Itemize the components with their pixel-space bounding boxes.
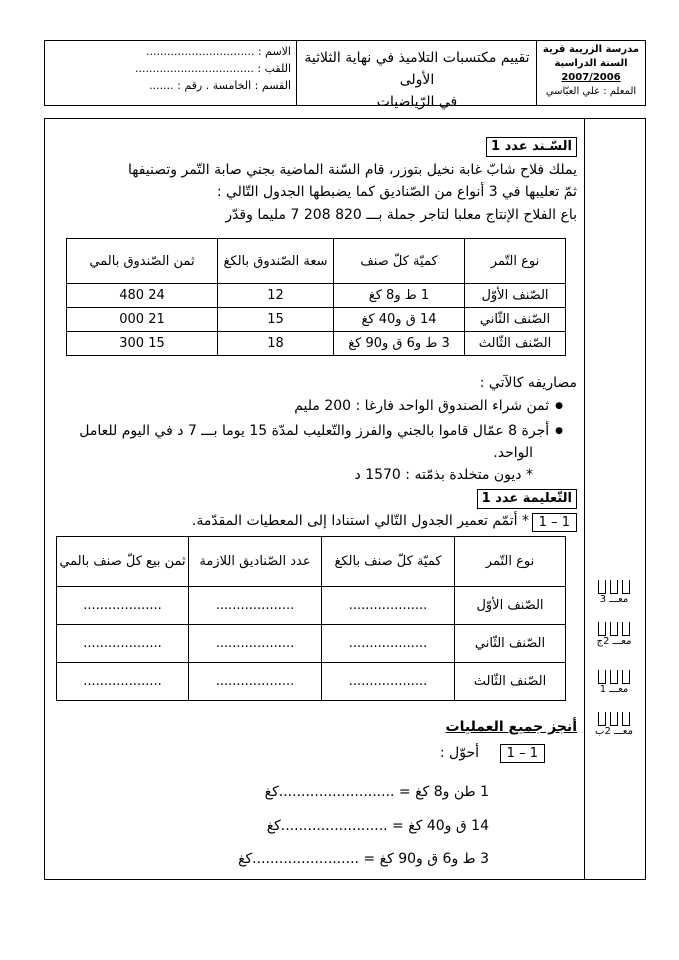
answer-blank[interactable]: ................... [322,625,455,663]
answer-blank[interactable]: ................... [57,663,189,701]
t1-cell: 3 ط و6 ق و90 كغ [334,332,465,356]
table-row [67,284,566,308]
answer-blank[interactable]: ................... [189,663,322,701]
table-row [57,587,566,625]
t1-cell: 1 ط و8 كغ [334,284,465,308]
criterion-label: معـــ 1 [599,684,629,695]
t1-header-type: نوع التّمر [465,239,566,284]
surname-field[interactable]: اللقب : .................................. [135,62,291,75]
answer-blank[interactable]: ................... [189,625,322,663]
criterion-mark-2 [592,622,636,647]
expenses-title: مصاريفه كالآتي : [479,375,577,391]
convert-line-2[interactable]: 14 ق و40 كغ = ........................كغ [266,818,489,834]
criterion-label: معـــ 2ج [596,636,632,647]
sanad-line2: ثمّ تعليبها في 3 أنواع من الصّناديق كما يضبطها الجدول التّالي : [216,184,577,200]
t1-cell: 18 [218,332,334,356]
title-line2: في الرّياضيات [376,94,458,110]
class-field[interactable]: القسم : الخامسة . رقم : ....... [149,79,291,92]
answer-blank[interactable]: ................... [57,625,189,663]
answer-blank[interactable]: ................... [322,663,455,701]
answer-blank[interactable]: ................... [57,587,189,625]
work-title: أنجز جميع العمليات [445,719,577,735]
header-student-info [45,41,297,105]
school-name: مدرسة الزريبة قرية [542,44,640,55]
criterion-mark-4 [592,712,636,737]
sanad-line3: باع الفلاح الإنتاج معلبا لتاجر جملة بـــ 820 208 7 مليما وقدّر [225,207,577,223]
table-row [57,625,566,663]
t2-row-label: الصّنف الأوّل [455,587,566,625]
t2-header-boxes: عدد الصّناديق اللازمة [189,537,322,587]
criterion-label: معـــ 3 [599,594,629,605]
school-year: 2007/2006 [561,72,621,83]
t1-header-quantity: كميّة كلّ صنف [334,239,465,284]
t2-header-quantity: كميّة كلّ صنف بالكغ [322,537,455,587]
t1-cell: 21 000 [67,308,218,332]
t2-row-label: الصّنف الثّاني [455,625,566,663]
header-school-info [536,41,645,105]
convert-label: أحوّل : [439,745,479,761]
header-box [44,40,646,110]
answer-blank[interactable]: ................... [322,587,455,625]
t1-header-price: ثمن الصّندوق بالمي [67,239,218,284]
work-number: 1 – 1 [500,744,545,763]
table-row [57,663,566,701]
convert-line-3[interactable]: 3 ط و6 ق و90 كغ = ........................كغ [238,851,489,867]
criterion-mark-3 [592,670,636,695]
teacher-name: المعلم : علي العبّاسي [545,86,637,97]
convert-line-1[interactable]: 1 طن و8 كغ = ..........................كغ [264,784,489,800]
t1-cell: 14 ق و40 كغ [334,308,465,332]
table-row [67,332,566,356]
production-table [66,238,566,356]
t1-header-capacity: سعة الصّندوق بالكغ [218,239,334,284]
t2-header-type: نوع التّمر [455,537,566,587]
criterion-label: معـــ 2ب [595,726,633,737]
margin-divider [584,118,585,880]
instruction-number: 1 – 1 [532,513,577,532]
header-title [296,41,537,110]
instruction-text: * أتمّم تعمير الجدول التّالي استنادا إلى المعطيات المقدّمة. [191,513,529,529]
expense-item-1: ● ثمن شراء الصندوق الواحد فارغا : 200 مليم [294,396,563,416]
name-field[interactable]: الاسم : ............................... [146,45,291,58]
expense-item-2-cont: الواحد. [493,445,533,461]
sanad-line1: يملك فلاح شابّ غابة نخيل بتوزر، قام السّنة الماضية بجني صابة التّمر وتصنيفها [128,162,577,178]
answer-blank[interactable]: ................... [189,587,322,625]
title-line1: تقييم مكتسبات التلاميذ في نهاية الثلاثية الأولى [304,50,530,88]
answer-table [56,536,566,701]
criterion-mark-1 [592,580,636,605]
t1-cell: الصّنف الثّاني [465,308,566,332]
t1-cell: الصّنف الأوّل [465,284,566,308]
t1-cell: الصّنف الثّالث [465,332,566,356]
t1-cell: 24 480 [67,284,218,308]
t1-cell: 15 [218,308,334,332]
t1-cell: 15 300 [67,332,218,356]
t2-header-price: ثمن بيع كلّ صنف بالمي [57,537,189,587]
t2-row-label: الصّنف الثّالث [455,663,566,701]
t1-cell: 12 [218,284,334,308]
school-year-label: السنة الدراسية [554,58,628,69]
sanad-title: السّـند عدد 1 [486,137,577,157]
table-row [67,308,566,332]
expense-item-3: * ديون متخلدة بذمّته : 1570 د [354,467,533,483]
expense-item-2: ● أجرة 8 عمّال قاموا بالجني والفرز والتّعليب لمدّة 15 يوما بـــ 7 د في اليوم للعامل [79,421,563,441]
instruction-title: التّعليمة عدد 1 [477,489,577,509]
